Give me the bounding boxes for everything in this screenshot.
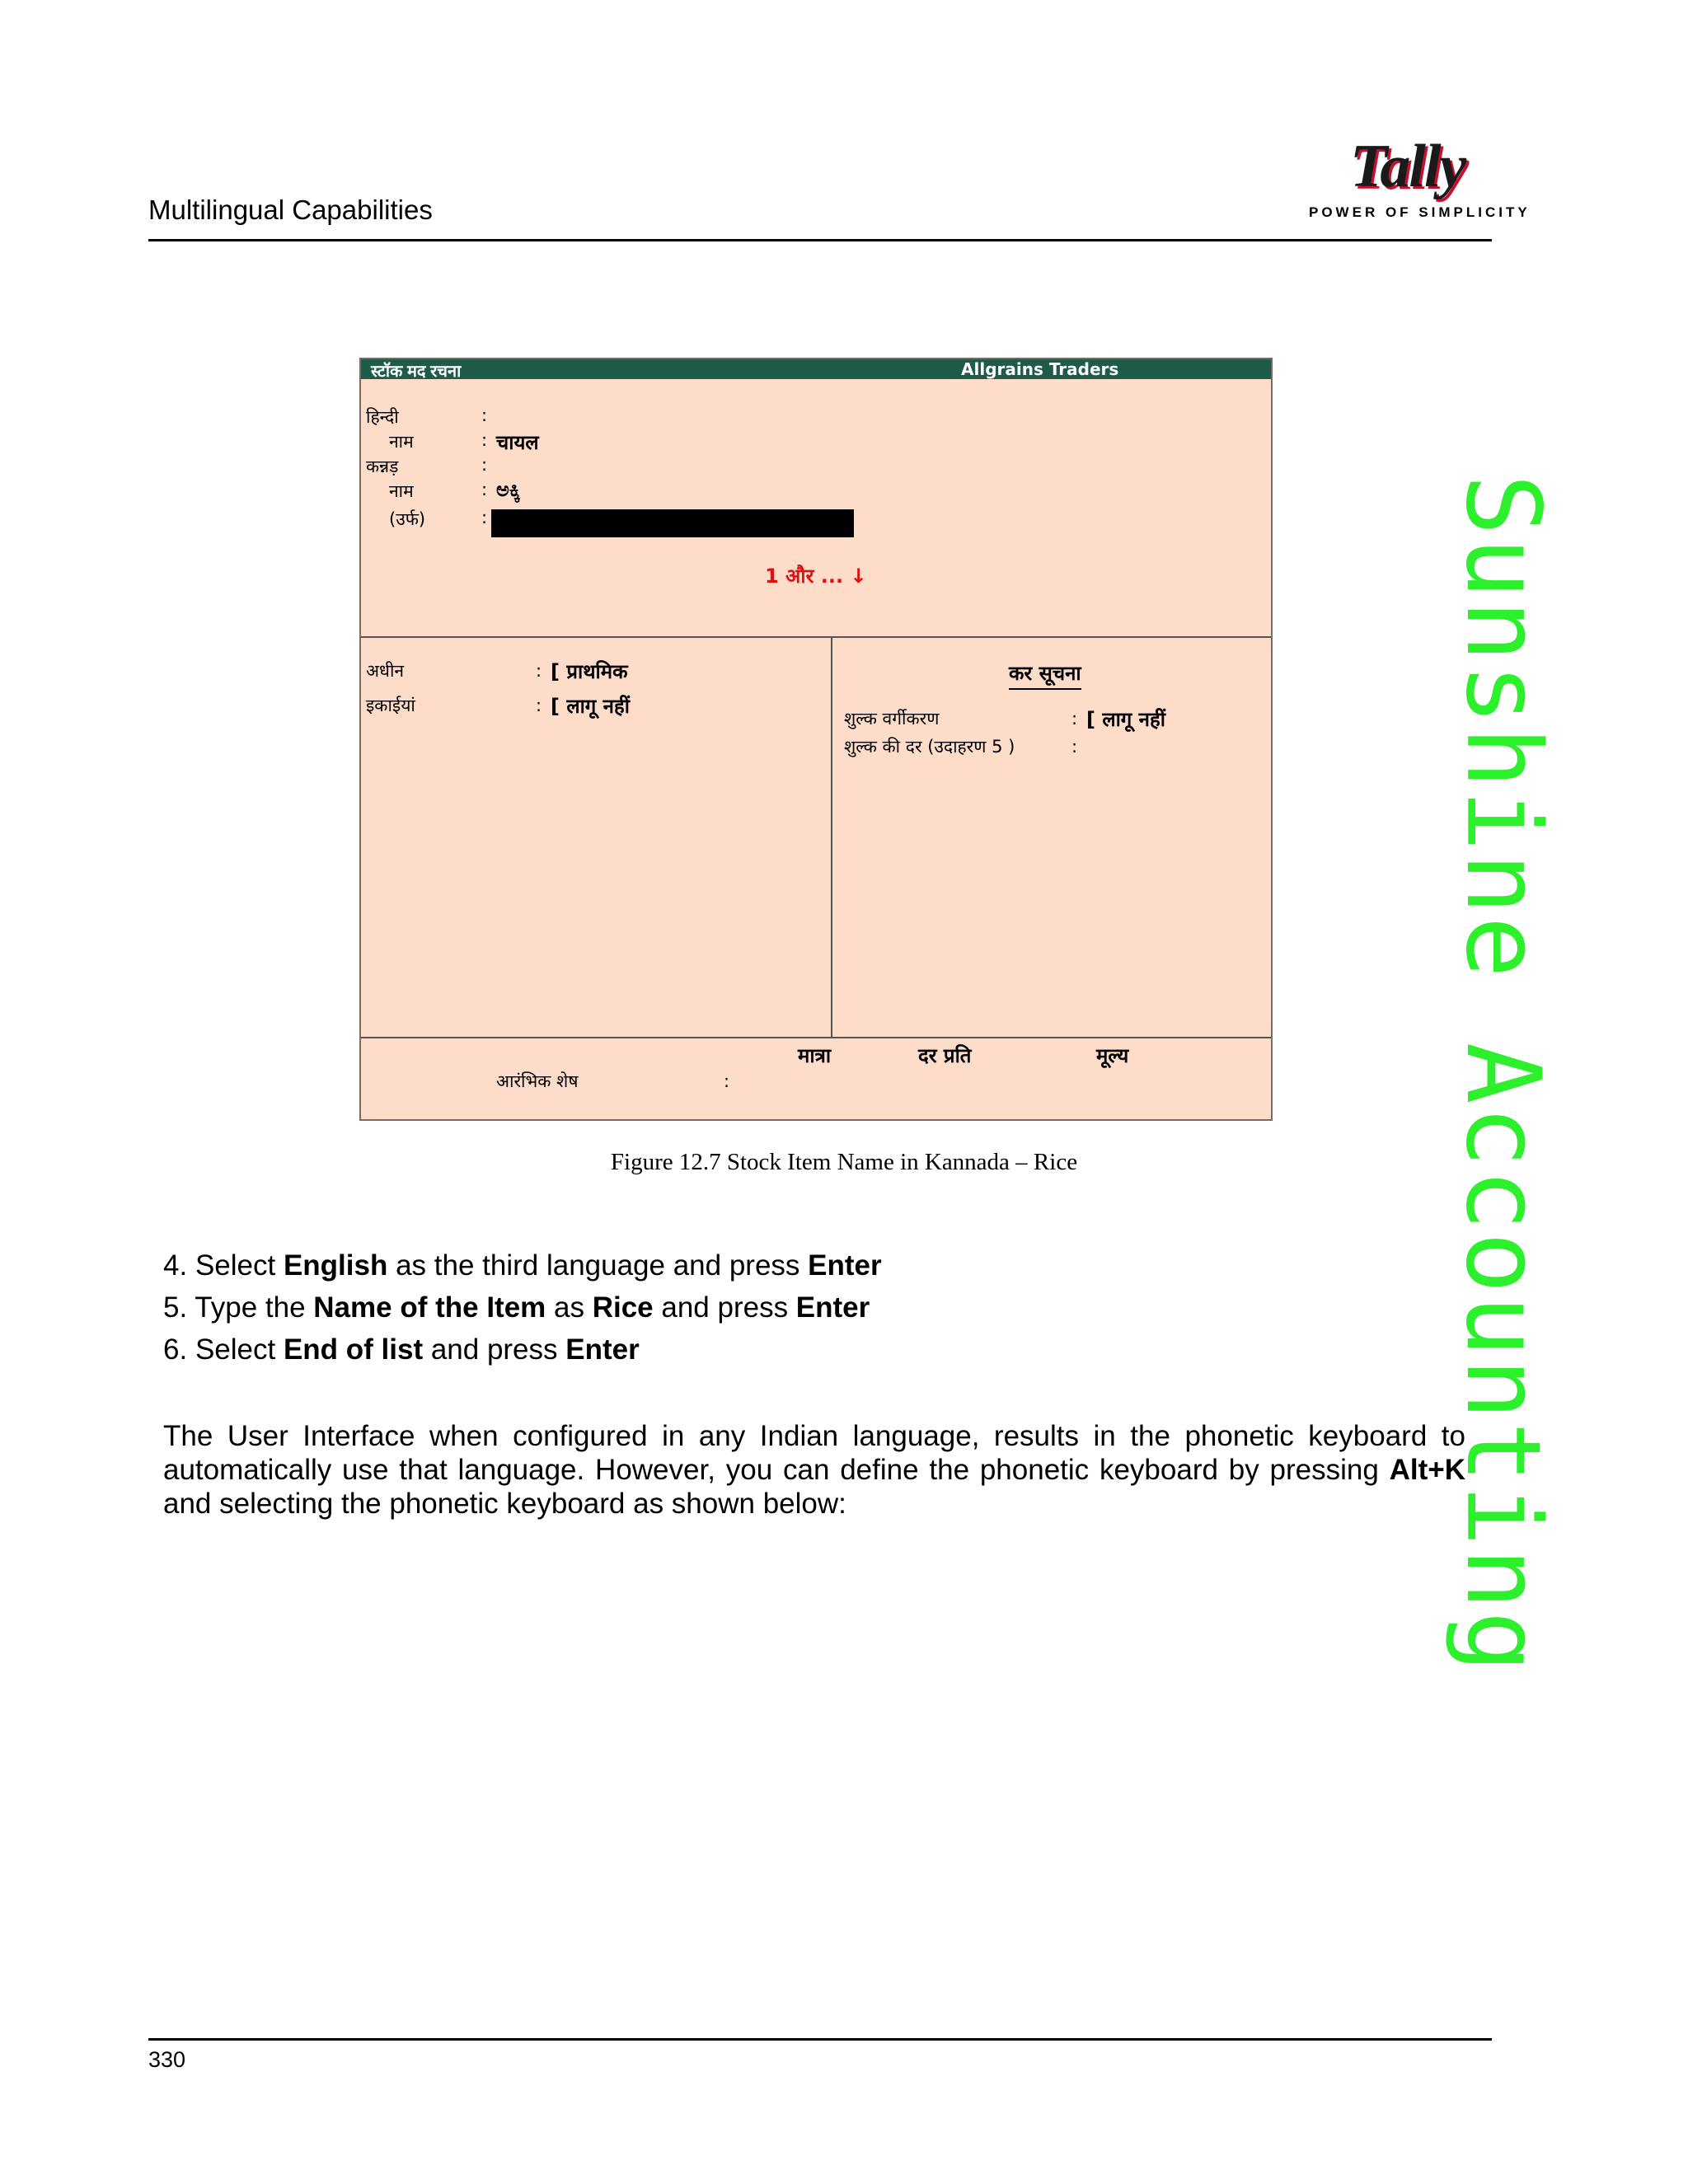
watermark: Sunshine Accounting xyxy=(1443,474,1562,1675)
stock-item-creation-screen xyxy=(359,358,1273,1121)
under-field[interactable]: [ प्राथमिक xyxy=(551,660,628,683)
duty-classification-label: शुल्क वर्गीकरण xyxy=(844,709,940,729)
units-field[interactable]: [ लागू नहीं xyxy=(551,695,630,718)
duty-classification-field[interactable]: [ लागू नहीं xyxy=(1086,708,1165,731)
opening-balance-label: आरंभिक शेष xyxy=(496,1071,579,1091)
units-label: इकाईयां xyxy=(366,696,415,715)
list-item: 4. Select English as the third language and press Enter xyxy=(163,1249,882,1282)
company-name: Allgrains Traders xyxy=(961,359,1119,379)
screen-title-bar xyxy=(361,359,1271,379)
column-divider xyxy=(831,636,832,1038)
value-header: मूल्य xyxy=(1096,1044,1129,1067)
page-number: 330 xyxy=(148,2047,186,2072)
colon: : xyxy=(1071,737,1078,757)
colon: : xyxy=(481,430,488,450)
colon: : xyxy=(536,696,542,715)
colon: : xyxy=(536,661,542,681)
header-rule xyxy=(148,239,1492,241)
quantity-header: मात्रा xyxy=(798,1044,832,1067)
body-paragraph: The User Interface when configured in any Indian language, results in the phonetic keyboard to automatically use that language. However, you can define the phonetic keyboard by pressing Alt+K and selecting the phonetic keyboard as shown below: xyxy=(163,1420,1465,1520)
running-header: Multilingual Capabilities xyxy=(148,194,433,225)
name1-field[interactable]: चायल xyxy=(496,431,539,454)
colon: : xyxy=(724,1071,730,1091)
colon: : xyxy=(1071,709,1078,729)
alias-label: (उर्फ) xyxy=(389,509,426,529)
colon: : xyxy=(481,455,488,475)
tax-info-heading: कर सूचना xyxy=(1009,659,1081,690)
name2-label: नाम xyxy=(389,481,414,501)
figure-caption: Figure 12.7 Stock Item Name in Kannada – Rice xyxy=(610,1149,1078,1175)
list-item: 5. Type the Name of the Item as Rice and press Enter xyxy=(163,1291,870,1324)
colon: : xyxy=(481,405,488,425)
logo-wordmark: Tally xyxy=(1350,133,1465,200)
screen-title: स्टॉक मद रचना xyxy=(371,363,462,381)
duty-rate-label: शुल्क की दर (उदाहरण 5 ) xyxy=(844,737,1015,757)
list-item: 6. Select End of list and press Enter xyxy=(163,1333,640,1366)
footer-divider xyxy=(361,1037,1271,1038)
tally-logo xyxy=(1302,132,1531,227)
colon: : xyxy=(481,480,488,499)
name2-field[interactable]: ಅಕ್ಕಿ xyxy=(496,478,521,501)
name1-label: नाम xyxy=(389,432,414,452)
under-label: अधीन xyxy=(366,661,405,681)
more-link[interactable]: 1 और ... ↓ xyxy=(765,565,867,588)
logo-tagline: POWER OF SIMPLICITY xyxy=(1309,204,1531,220)
colon: : xyxy=(481,508,488,527)
rate-header: दर प्रति xyxy=(918,1044,972,1067)
language1-label: हिन्दी xyxy=(366,407,399,427)
alias-input[interactable] xyxy=(491,509,854,537)
footer-rule xyxy=(148,2038,1492,2041)
section-divider xyxy=(361,636,1271,638)
steps-list xyxy=(163,1244,882,1371)
language2-label: कन्नड़ xyxy=(366,457,399,476)
